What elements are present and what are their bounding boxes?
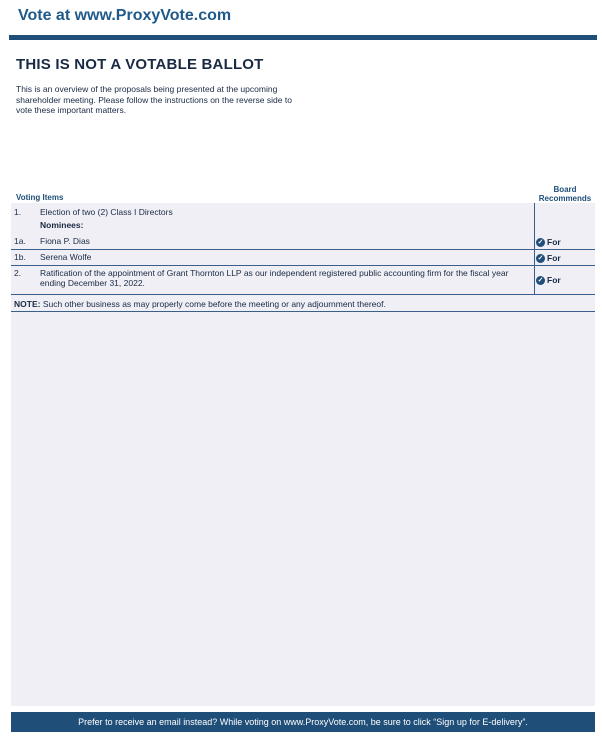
- row-divider: [11, 265, 595, 266]
- item-text: Election of two (2) Class I Directors: [40, 207, 173, 217]
- check-circle-icon: ✓: [537, 276, 544, 284]
- header-bar: [9, 35, 597, 40]
- header-title[interactable]: Vote at www.ProxyVote.com: [18, 7, 232, 24]
- board-recommendation: [536, 275, 561, 285]
- board-header-line2: Recommends: [538, 194, 592, 203]
- proposal-row-2: [11, 268, 595, 292]
- board-recommends-header: [534, 185, 596, 203]
- check-circle-icon: ✓: [537, 238, 544, 246]
- board-recommendation: [536, 237, 561, 247]
- board-header-line1: Board: [553, 185, 577, 194]
- recommendation-label: For: [547, 253, 561, 263]
- note: [14, 299, 386, 309]
- nominees-subheading: Nominees:: [40, 220, 84, 230]
- note-label: NOTE:: [14, 299, 41, 309]
- voting-items-header: Voting Items: [16, 193, 64, 202]
- note-text: Such other business as may properly come before the meeting or any adjournment thereof.: [40, 299, 386, 309]
- recommendation-label: For: [547, 275, 561, 285]
- row-divider: [11, 294, 595, 295]
- proposal-row-1b: [11, 252, 595, 264]
- item-number: 1.: [14, 207, 22, 217]
- proposal-row-1: [11, 207, 595, 233]
- proposal-row-1a: [11, 236, 595, 248]
- note-divider: [11, 311, 595, 312]
- item-number: 1b.: [14, 252, 26, 262]
- check-circle-icon: ✓: [537, 254, 544, 262]
- item-number: 2.: [14, 268, 22, 278]
- footer-banner: Prefer to receive an email instead? While voting on www.ProxyVote.com, be sure to click “Sign up for E-delivery”.: [11, 712, 595, 732]
- item-text: Ratification of the appointment of Grant Thornton LLP as our independent registered public accounting firm for the fiscal year ending December 31, 2022.: [40, 268, 509, 288]
- recommendation-label: For: [547, 237, 561, 247]
- intro-text: This is an overview of the proposals being presented at the upcoming shareholder meeting. Please follow the instructions on the reverse side to vote these important matters.: [16, 84, 292, 115]
- item-text: Serena Wolfe: [40, 252, 92, 262]
- item-text: Fiona P. Dias: [40, 236, 90, 246]
- item-number: 1a.: [14, 236, 26, 246]
- board-recommendation: [536, 253, 561, 263]
- page-title: THIS IS NOT A VOTABLE BALLOT: [16, 56, 264, 73]
- row-divider: [11, 249, 595, 250]
